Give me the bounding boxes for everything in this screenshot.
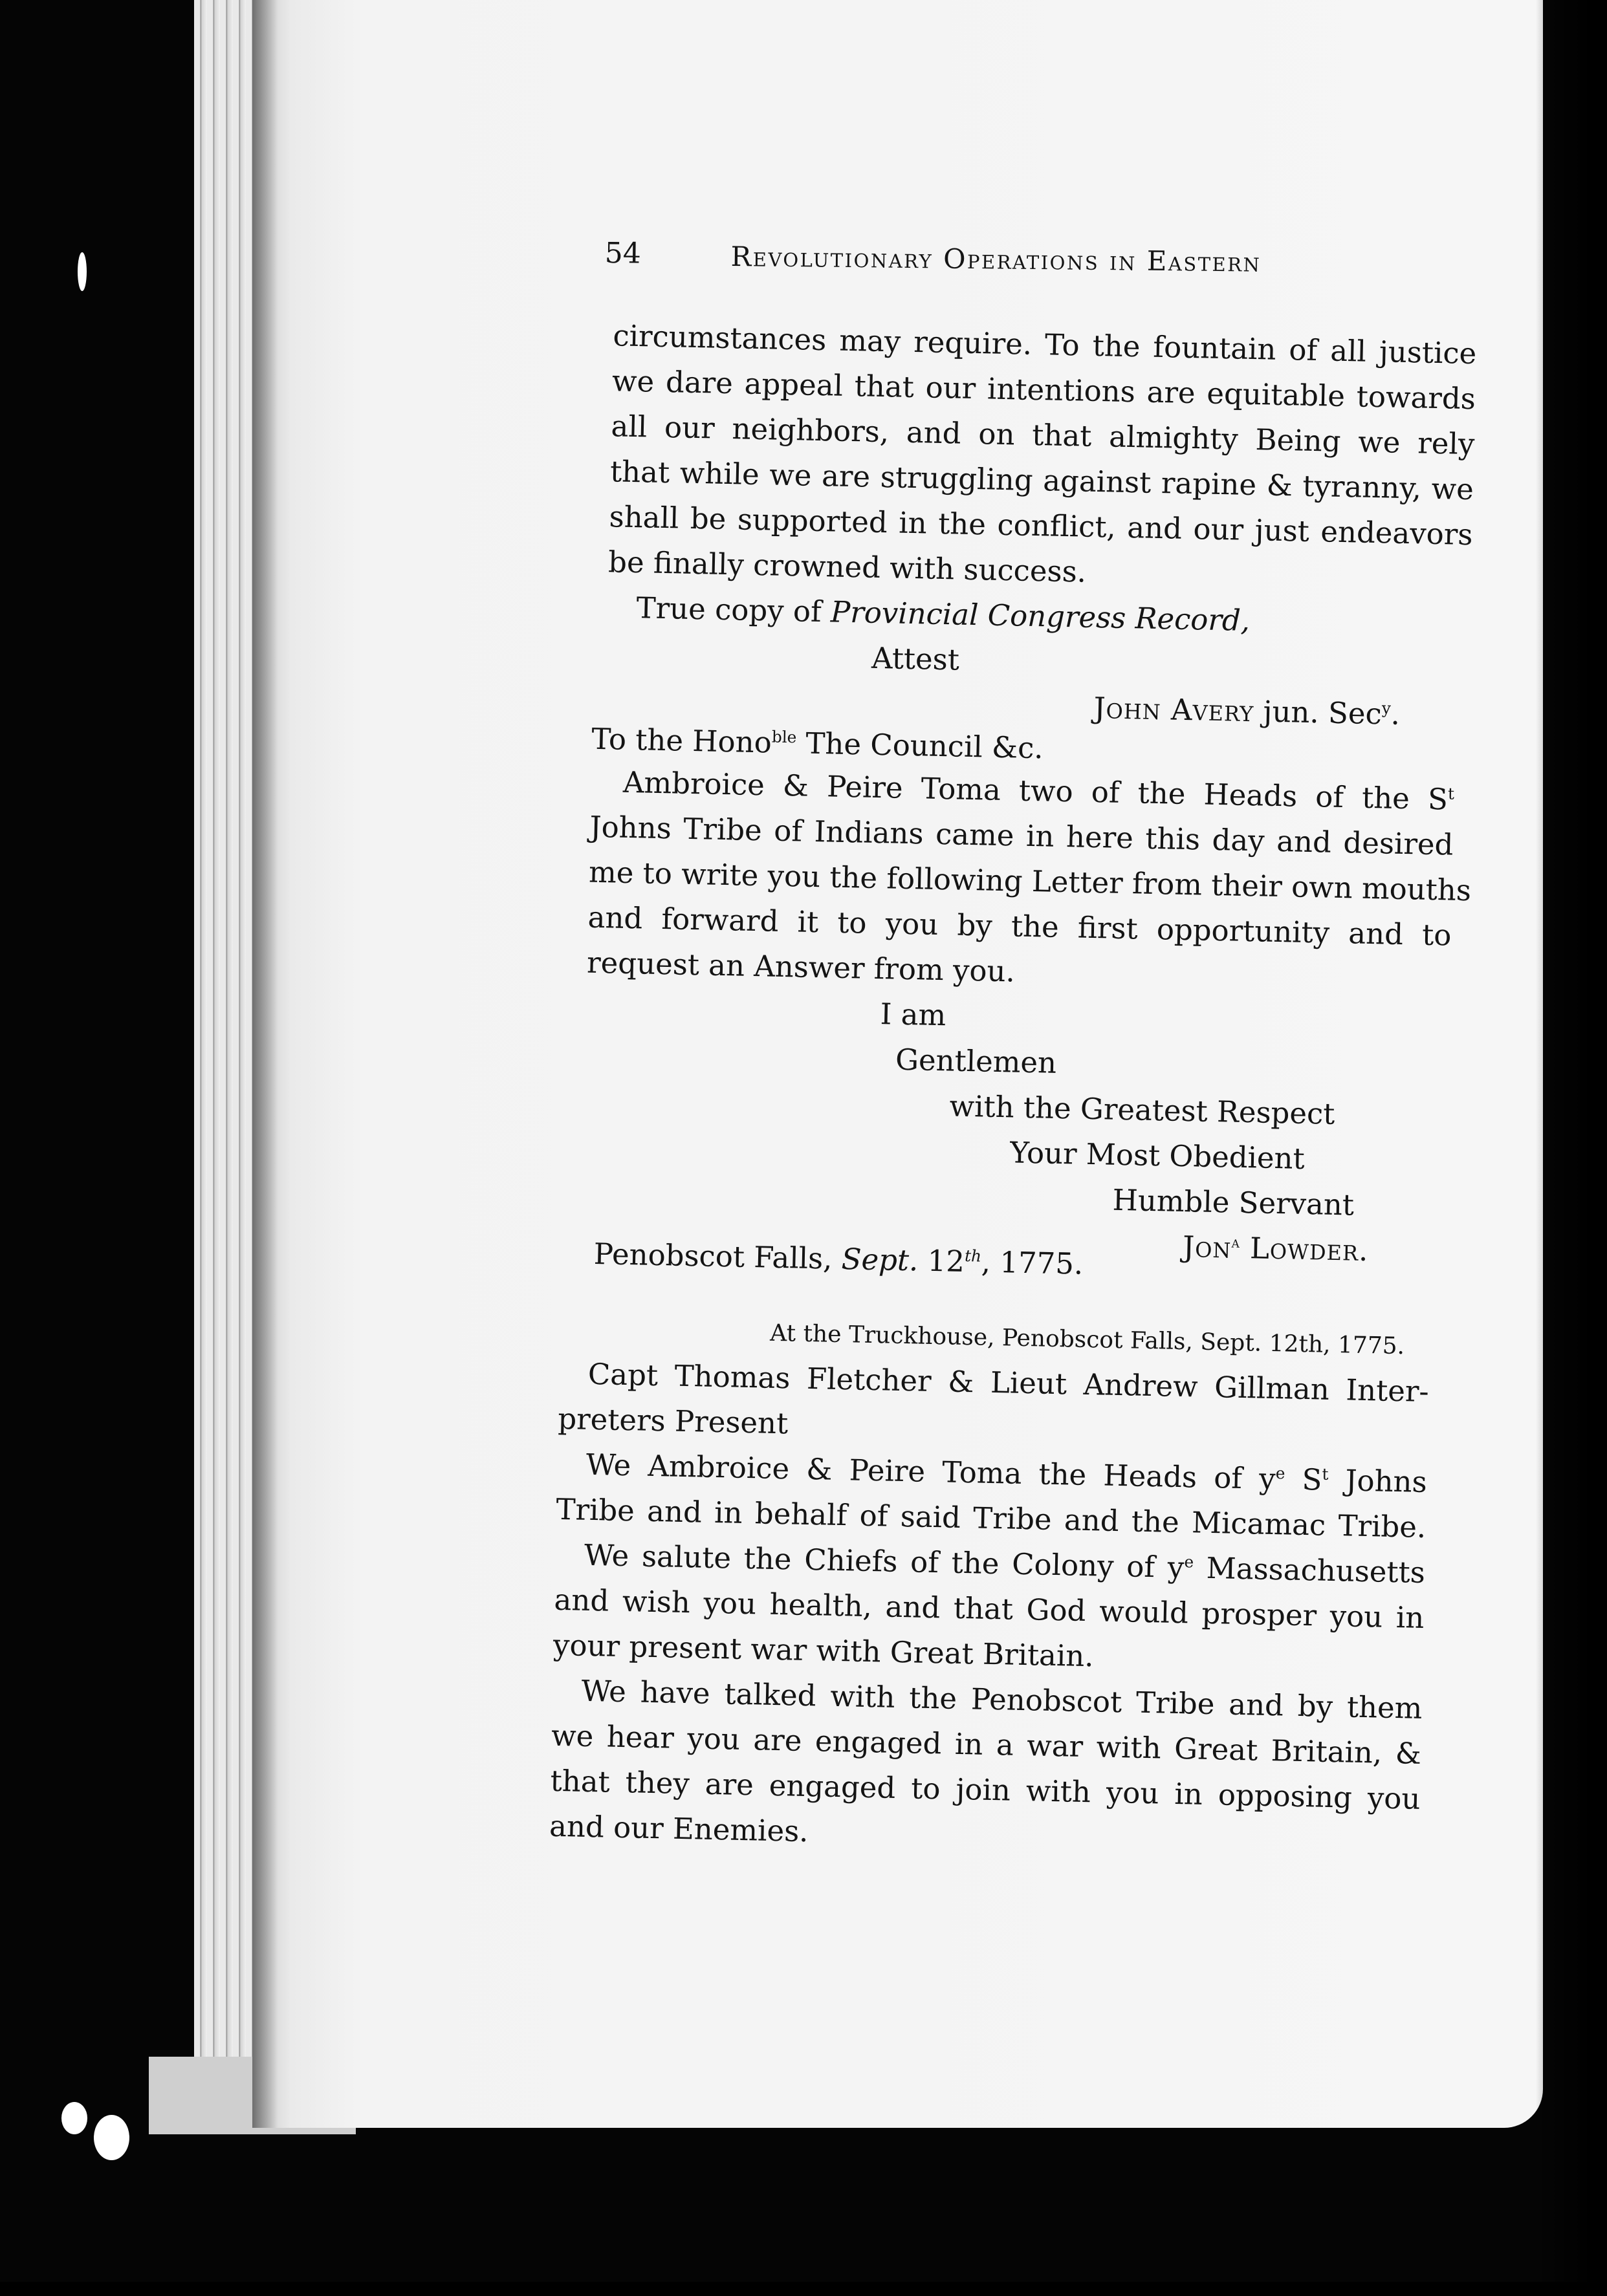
signature-lowder xyxy=(1182,1229,1370,1268)
text-span: We salute the Chiefs of the Colony of y xyxy=(584,1537,1185,1585)
text-span: Massachusetts xyxy=(1193,1550,1426,1590)
address-text: To the Hono xyxy=(591,721,772,760)
dateline-month: Sept. xyxy=(841,1242,919,1278)
text-line: we dare appeal that our intentions are equitable towards xyxy=(611,363,1476,417)
closing-line: I am xyxy=(880,997,946,1033)
closing-line: Your Most Obedient xyxy=(1009,1135,1306,1176)
text-line: your present war with Great Britain. xyxy=(552,1627,1095,1674)
signatory-name: Lowder. xyxy=(1240,1230,1370,1268)
text-line xyxy=(585,1447,1428,1500)
signatory-title: jun. Sec xyxy=(1253,694,1383,731)
text-line: Johns Tribe of Indians came in here this day and desired xyxy=(589,809,1454,862)
address-text: The Council &c. xyxy=(796,726,1044,766)
text-line: me to write you the following Letter from their own mouths xyxy=(588,854,1472,908)
text-span: Johns xyxy=(1328,1462,1428,1500)
section-heading: At the Truckhouse, Penobscot Falls, Sept. 12th, 1775. xyxy=(769,1319,1405,1360)
text-span: S xyxy=(1284,1462,1322,1497)
closing-line: Humble Servant xyxy=(1112,1182,1355,1222)
address-line xyxy=(591,721,1044,766)
superscript: t xyxy=(1447,784,1455,803)
signatory-name: Jon xyxy=(1182,1229,1232,1265)
text-line: be finally crowned with success. xyxy=(607,545,1087,589)
dateline-day: 12 xyxy=(917,1243,965,1279)
dateline-place: Penobscot Falls, xyxy=(593,1236,842,1276)
text-line: and our Enemies. xyxy=(549,1808,809,1849)
text-line: preters Present xyxy=(557,1401,789,1441)
superscript: ble xyxy=(771,727,797,747)
text-line: request an Answer from you. xyxy=(586,945,1016,989)
scan-speck xyxy=(94,2115,129,2160)
text-line xyxy=(584,1537,1426,1590)
text-line: circumstances may require. To the fountain of all justice xyxy=(612,318,1477,371)
text-line: and wish you health, and that God would prosper you in xyxy=(554,1582,1425,1635)
dateline xyxy=(593,1236,1084,1281)
text-line: shall be supported in the conflict, and our just endeavors xyxy=(609,499,1473,552)
text-line: Capt Thomas Fletcher & Lieut Andrew Gillman Inter- xyxy=(587,1356,1430,1409)
scan-speck xyxy=(61,2102,87,2134)
text-line: Tribe and in behalf of said Tribe and the Micamac Tribe. xyxy=(555,1491,1427,1545)
signature-avery xyxy=(1093,690,1401,731)
text-line: all our neighbors, and on that almighty Being we rely xyxy=(611,409,1475,462)
running-title: Revolutionary Operations in Eastern xyxy=(730,241,1262,278)
text-line xyxy=(622,764,1455,817)
text-line: We have talked with the Penobscot Tribe and by them xyxy=(581,1673,1423,1726)
closing-line: with the Greatest Respect xyxy=(949,1088,1335,1131)
page-number: 54 xyxy=(604,237,641,270)
signatory-name: John Avery xyxy=(1093,690,1254,729)
superscript: t xyxy=(1322,1464,1329,1484)
text-line: we hear you are engaged in a war with Great Britain, & xyxy=(551,1718,1422,1771)
true-copy-prefix: True copy of xyxy=(636,590,831,629)
text-line: and forward it to you by the first opportunity and to xyxy=(587,900,1452,953)
punctuation: . xyxy=(1390,697,1401,731)
scan-speck xyxy=(78,252,87,291)
superscript: e xyxy=(1275,1464,1285,1483)
text-line: that they are engaged to join with you in opposing you xyxy=(550,1763,1421,1816)
true-copy-source: Provincial Congress Record, xyxy=(830,594,1251,638)
superscript: y xyxy=(1381,699,1392,718)
dateline-year: , 1775. xyxy=(981,1244,1084,1281)
superscript: a xyxy=(1231,1232,1241,1251)
text-line: that while we are struggling against rapine & tyranny, we xyxy=(609,454,1474,507)
superscript: e xyxy=(1184,1552,1194,1572)
closing-line: Gentlemen xyxy=(895,1042,1057,1080)
superscript: th xyxy=(964,1246,982,1266)
true-copy-line xyxy=(636,590,1251,638)
text-span: We Ambroice & Peire Toma the Heads of y xyxy=(585,1447,1276,1497)
text-span: Ambroice & Peire Toma two of the Heads of the S xyxy=(622,764,1448,817)
attest-line: Attest xyxy=(871,640,960,677)
